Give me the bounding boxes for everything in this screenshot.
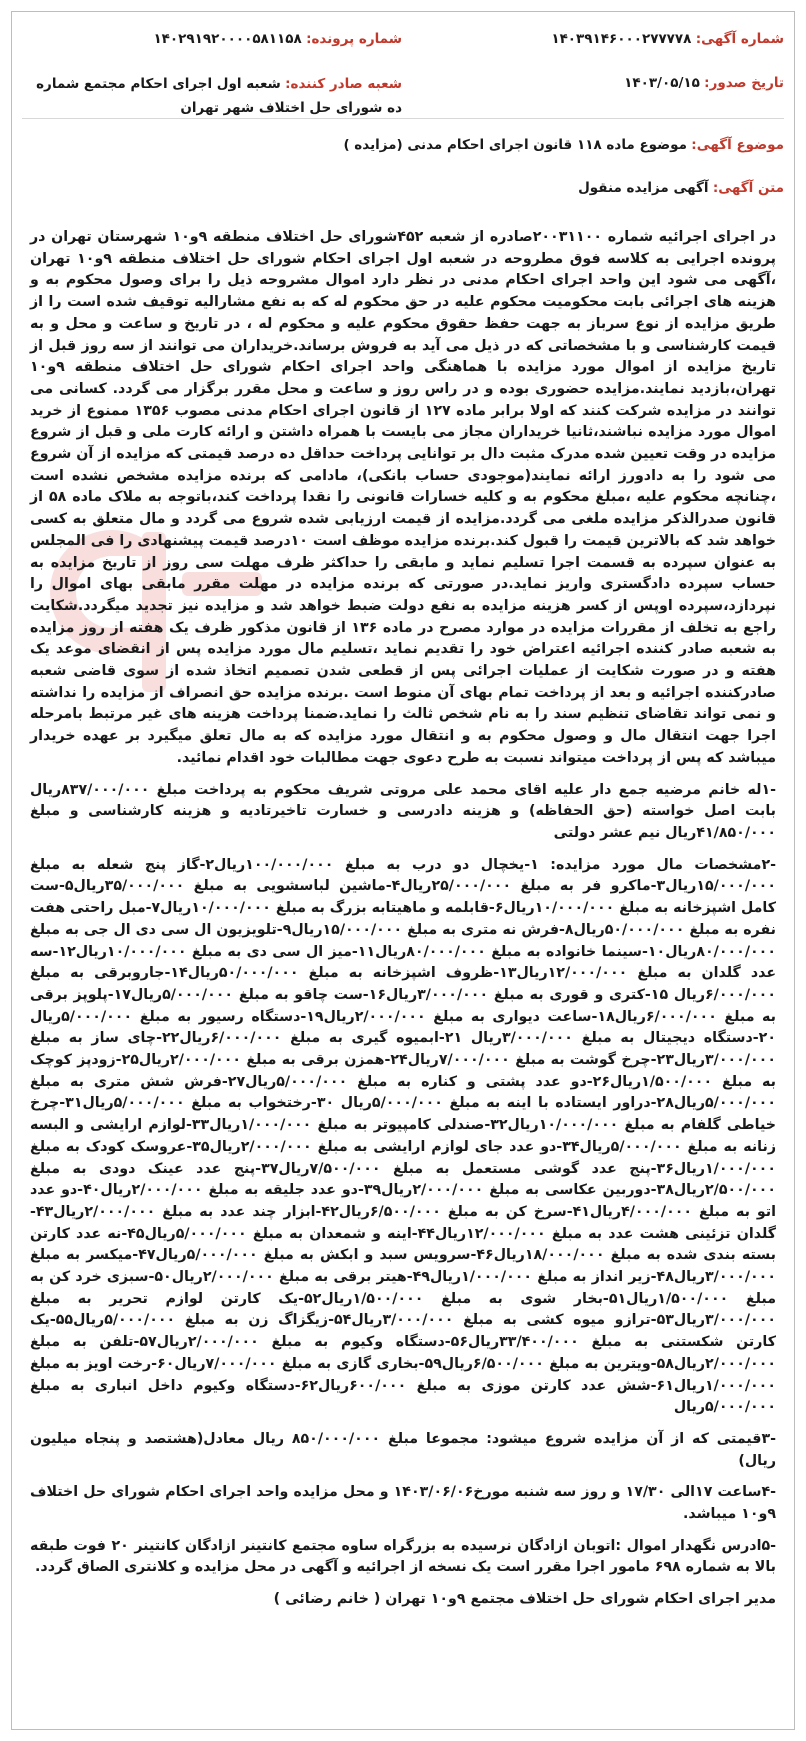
body-paragraph-start-price: -۳قیمتی که از آن مزایده شروع میشود: مجموعا مبلغ ۸۵۰/۰۰۰/۰۰۰ ریال معادل(هشتصد و پنجاه میلیون ریال) — [30, 1430, 777, 1469]
issue-date-value: ۱۴۰۳/۰۵/۱۵ — [624, 75, 700, 91]
body-paragraph-judgment: -۱له خانم مرضیه جمع دار علیه اقای محمد علی مروتی شریف محکوم به پرداخت مبلغ ۸۳۷/۰۰۰/۰۰۰ریال بابت اصل خواسته (حق الحفاظه) و هزینه دادرسی و خسارت تاخیرتادیه و هزینه کارشناسی و مبلغ ۴۱/۸۵۰/۰۰۰ریال نیم عشر دولتی — [30, 781, 776, 841]
body-paragraph-signature: مدیر اجرای احکام شورای حل اختلاف مجتمع ۹و۱۰ تهران ( خانم رضائی ) — [273, 1591, 776, 1608]
ad-number-value: ۱۴۰۳۹۱۴۶۰۰۰۲۷۷۷۷۸ — [551, 31, 692, 47]
body-paragraph-items: -۲مشخصات مال مورد مزایده: ۱-یخچال دو درب به مبلغ ۱۰۰/۰۰۰/۰۰۰ریال۲-گاز پنج شعله به مبلغ ۱۵/۰۰۰/۰۰۰ریال۳-ماکرو فر به مبلغ ۲۵/۰۰۰/۰۰۰ریال۴-ماشین لباسشویی به مبلغ ۳۵/۰۰۰/۰۰۰ریال۵-ست کامل اشپزخانه به مبلغ ۱۰/۰۰۰/۰۰۰ریال۶-قابلمه و ماهیتابه بزرگ به مبلغ ۱۰/۰۰۰/۰۰۰ریال۷-مبل راحتی هفت نفره به مبلغ ۵۰/۰۰۰/۰۰۰ریال۸-فرش نه متری به مبلغ ۱۵/۰۰۰/۰۰۰ریال۹-تلویزیون ال سی دی ال جی به مبلغ ۸۰/۰۰۰/۰۰۰ریال۱۰-سینما خانواده به مبلغ ۸۰/۰۰۰/۰۰۰ریال۱۱-میز ال سی دی به مبلغ ۱۰/۰۰۰/۰۰۰ریال۱۲-سه عدد گلدان به مبلغ ۱۲/۰۰۰/۰۰۰ریال۱۳-ظروف اشپزخانه به مبلغ ۵۰/۰۰۰/۰۰۰ریال۱۴-جاروبرقی به مبلغ ۶/۰۰۰/۰۰۰ریال ۱۵-کتری و قوری به مبلغ ۳/۰۰۰/۰۰۰ریال۱۶-ست چاقو به مبلغ ۵/۰۰۰/۰۰۰ریال۱۷-پلوپز برقی به مبلغ ۶/۰۰۰/۰۰۰ریال۱۸-ساعت دیواری به مبلغ ۲/۰۰۰/۰۰۰ریال۱۹-دستگاه رسیور به مبلغ ۵/۰۰۰/۰۰۰ریال ۲۰-دستگاه دیجیتال به مبلغ ۳/۰۰۰/۰۰۰ریال ۲۱-ابمیوه گیری به مبلغ ۶/۰۰۰/۰۰۰ریال۲۲-چای ساز به مبلغ ۳/۰۰۰/۰۰۰ریال۲۳-چرخ گوشت به مبلغ ۷/۰۰۰/۰۰۰ریال۲۴-همزن برقی به مبلغ ۲/۰۰۰/۰۰۰ریال۲۵-زودپز کوچک به مبلغ ۱/۵۰۰/۰۰۰ریال۲۶-دو عدد پشتی و کناره به مبلغ ۵/۰۰۰/۰۰۰ریال۲۷-فرش شش متری به مبلغ ۵/۰۰۰/۰۰۰ریال۲۸-دراور ایستاده با اینه به مبلغ ۵/۰۰۰/۰۰۰ریال ۳۰-رختخواب به مبلغ ۵/۰۰۰/۰۰۰ریال۳۱-چرخ خیاطی گلفام به مبلغ ۱۰/۰۰۰/۰۰۰ریال۳۲-صندلی کامپیوتر به مبلغ ۱/۰۰۰/۰۰۰ریال۳۳-لوازم ارایشی و البسه زنانه به مبلغ ۵/۰۰۰/۰۰۰ریال۳۴-دو عدد جای لوازم ارایشی به مبلغ ۲/۰۰۰/۰۰۰ریال۳۵-عروسک کودک به مبلغ ۱/۰۰۰/۰۰۰ریال۳۶-پنج عدد گوشی مستعمل به مبلغ ۷/۵۰۰/۰۰۰ریال۳۷-پنج عدد عینک دودی به مبلغ ۲/۵۰۰/۰۰۰ریال۳۸-دوربین عکاسی به مبلغ ۲/۰۰۰/۰۰۰ریال۳۹-دو عدد جلیقه به مبلغ ۲/۰۰۰/۰۰۰ریال۴۰-دو عدد اتو به مبلغ ۴/۰۰۰/۰۰۰ریال۴۱-سرخ کن به مبلغ ۶/۵۰۰/۰۰۰ریال۴۲-ابزار چند عدد به مبلغ ۲/۰۰۰/۰۰۰ریال۴۳-گلدان تزئینی هشت عدد به مبلغ ۱۲/۰۰۰/۰۰۰ریال۴۴-اینه و شمعدان به مبلغ ۵/۰۰۰/۰۰۰ریال۴۵-نه عدد کارتن بسته بندی شده به مبلغ ۱۸/۰۰۰/۰۰۰ریال۴۶-سرویس سبد و ابکش به مبلغ ۵/۰۰۰/۰۰۰ریال۴۷-میکسر به مبلغ ۳/۰۰۰/۰۰۰ریال۴۸-زیر انداز به مبلغ ۱/۰۰۰/۰۰۰ریال۴۹-هیتر برقی به مبلغ ۲/۰۰۰/۰۰۰ریال۵۰-سبزی خرد کن به مبلغ ۱/۵۰۰/۰۰۰ریال۵۱-بخار شوی به مبلغ ۱/۵۰۰/۰۰۰ریال۵۲-یک کارتن لوازم تحریر به مبلغ ۳/۰۰۰/۰۰۰ریال۵۳-ترازو میوه کشی به مبلغ ۳/۰۰۰/۰۰۰ریال۵۴-زیگزاگ زن به مبلغ ۵/۰۰۰/۰۰۰ریال۵۵-یک کارتن شکستنی به مبلغ ۳۳/۴۰۰/۰۰۰ریال۵۶-دستگاه وکیوم به مبلغ ۲/۰۰۰/۰۰۰ریال۵۷-تلفن به مبلغ ۲/۰۰۰/۰۰۰ریال۵۸-ویترین به مبلغ ۶/۵۰۰/۰۰۰ریال۵۹-بخاری گازی به مبلغ ۷/۰۰۰/۰۰۰ریال۶۰-رخت اویز به مبلغ ۱/۰۰۰/۰۰۰ریال۶۱-شش عدد کارتن موزی به مبلغ ۶۰۰/۰۰۰ریال۶۲-دستگاه وکیوم داخل انباری به مبلغ ۵/۰۰۰/۰۰۰ریال — [30, 856, 777, 1416]
divider — [22, 118, 784, 119]
file-number-value: ۱۴۰۲۹۱۹۲۰۰۰۰۵۸۱۱۵۸ — [153, 31, 302, 47]
notice-body — [30, 227, 776, 1621]
body-paragraph-time-place: -۴ساعت ۱۷الی ۱۷/۳۰ و روز سه شنبه مورخ۱۴۰۳/۰۶/۰۶ و محل مزایده واحد اجرای احکام شورای حل اختلاف ۹و۱۰ میباشد. — [30, 1484, 777, 1523]
subject — [24, 134, 784, 156]
notice-text-heading — [24, 177, 784, 199]
ad-number — [414, 28, 784, 50]
text-label: متن آگهی: — [712, 180, 784, 196]
text-value: آگهی مزایده منقول — [578, 180, 709, 196]
issuing-branch-label: شعبه صادر کننده: — [285, 76, 402, 92]
ad-number-label: شماره آگهی: — [695, 31, 784, 47]
issue-date-label: تاریخ صدور: — [704, 75, 784, 91]
issuing-branch — [34, 72, 402, 120]
issuing-branch-value: شعبه اول اجرای احکام مجتمع شماره ده شورای حل اختلاف شهر تهران — [36, 76, 402, 116]
file-number-label: شماره پرونده: — [306, 31, 402, 47]
notice-frame — [11, 11, 795, 1730]
body-paragraph-intro: در اجرای اجرائیه شماره ۲۰۰۳۱۱۰۰صادره از شعبه ۴۵۲شورای حل اختلاف منطقه ۹و۱۰ شهرستان تهران در پرونده اجرایی به کلاسه فوق مطروحه در شعبه اول اجرای احکام شورای حل اختلاف منطقه ۹و۱۰ تهران ،آگهی می شود این واحد اجرای احکام مدنی در نظر دارد اموال مشروحه ذیل را برای وصول محکوم به و هزینه های اجرائی بابت محکومیت محکوم علیه در حق محکوم له که به نفع مشارالیه توقیف شده است را از طریق مزایده از نوع سرباز به جهت حفظ حقوق محکوم علیه و محکوم له ، در تاریخ و ساعت و محل و به قیمت کارشناسی و با مشخصاتی که در ذیل می آید به فروش برساند.خریداران می توانند از سه روز قبل از تاریخ مزایده از اموال مورد مزایده با هماهنگی واحد اجرای احکام شورای حل اختلاف منطقه ۹و۱۰ تهران،بازدید نمایند.مزایده حضوری بوده و در راس روز و ساعت و محل مقرر برگزار می گردد. کسانی می توانند در مزایده شرکت کنند که اولا برابر ماده ۱۲۷ از قانون اجرای احکام مدنی مصوب ۱۳۵۶ ممنوع از خرید اموال مورد مزایده نباشند،ثانیا خریداران مجاز می بایست با همراه داشتن و ارائه کارت ملی و قبل از شروع مزایده در وقت تعیین شده مدرک مثبت دال بر توانایی پرداخت حداقل ده درصد قیمتی که مزایده از آن شروع می شود را به دادورز ارائه نمایند(موجودی حساب بانکی)، مادامی که برنده مزایده مشخص نشده است ،چنانچه محکوم علیه ،مبلغ محکوم به و کلیه خسارات قانونی را نقدا پرداخت کند،باتوجه به ملاک ماده ۵۸ از قانون صدرالذکر مزایده ملغی می گردد.مزایده از قیمت ارزیابی شده شروع می گردد و مال متعلق به کسی خواهد شد که بالاترین قیمت را قبول کند.برنده مزایده موظف است ۱۰درصد قیمت پیشنهادی را فی المجلس به عنوان سپرده به قسمت اجرا تسلیم نماید و مابقی را حداکثر ظرف مهلت سی روز از تاریخ مزایده به حساب سپرده دادگستری واریز نماید.در صورتی که برنده مزایده در مهلت مقرر مابقی بهای اموال را نپردازد،سپرده اوپس از کسر هزینه مزایده به نفع دولت ضبط خواهد شد و مزایده نیز تجدید میگردد.شکایت راجع به تخلف از مقررات مزایده در موارد مصرح در ماده ۱۳۶ از قانون مذکور ظرف یک هفته از روز مزایده به شعبه صادر کننده اجرائیه اعتراض خود را تقدیم نماید ،تسلیم مال مورد مزایده پس از انقضای موعد یک هفته و در صورت شکایت از عملیات اجرائی پس از قطعی شدن تصمیم اتخاذ شده از سوی قاضی شعبه صادرکننده اجرائیه و بعد از پرداخت تمام بهای آن منوط است .برنده مزایده حق انصراف از مزایده را نداشته و نمی تواند تقاضای تنظیم سند را به نام شخص ثالث را نماید.ضمنا پرداخت هزینه های غیر مرتبط بامرحله اجرا جهت انتقال مال و وصول محکوم به و انتقال مورد مزایده که به مال تعلق میگیرد بر عهده خریدار میباشد که پس از پرداخت میتواند نسبت به طرح دعوی جهت مطالبات خود اقدام نمائید. — [30, 229, 777, 766]
file-number — [22, 28, 402, 50]
subject-value: موضوع ماده ۱۱۸ قانون اجرای احکام مدنی (مزایده ) — [343, 137, 687, 153]
issue-date — [414, 72, 784, 94]
subject-label: موضوع آگهی: — [691, 137, 784, 153]
body-paragraph-address: -۵ادرس نگهدار اموال :اتوبان ازادگان نرسیده به بزرگراه ساوه مجتمع کانتینر ازادگان کانتینر ۲۰ فوت طبقه بالا به شماره ۶۹۸ مامور اجرا مقرر است یک نسخه از اجرائیه و آگهی در محل مزایده و کلانتری الصاق گردد. — [30, 1537, 777, 1576]
